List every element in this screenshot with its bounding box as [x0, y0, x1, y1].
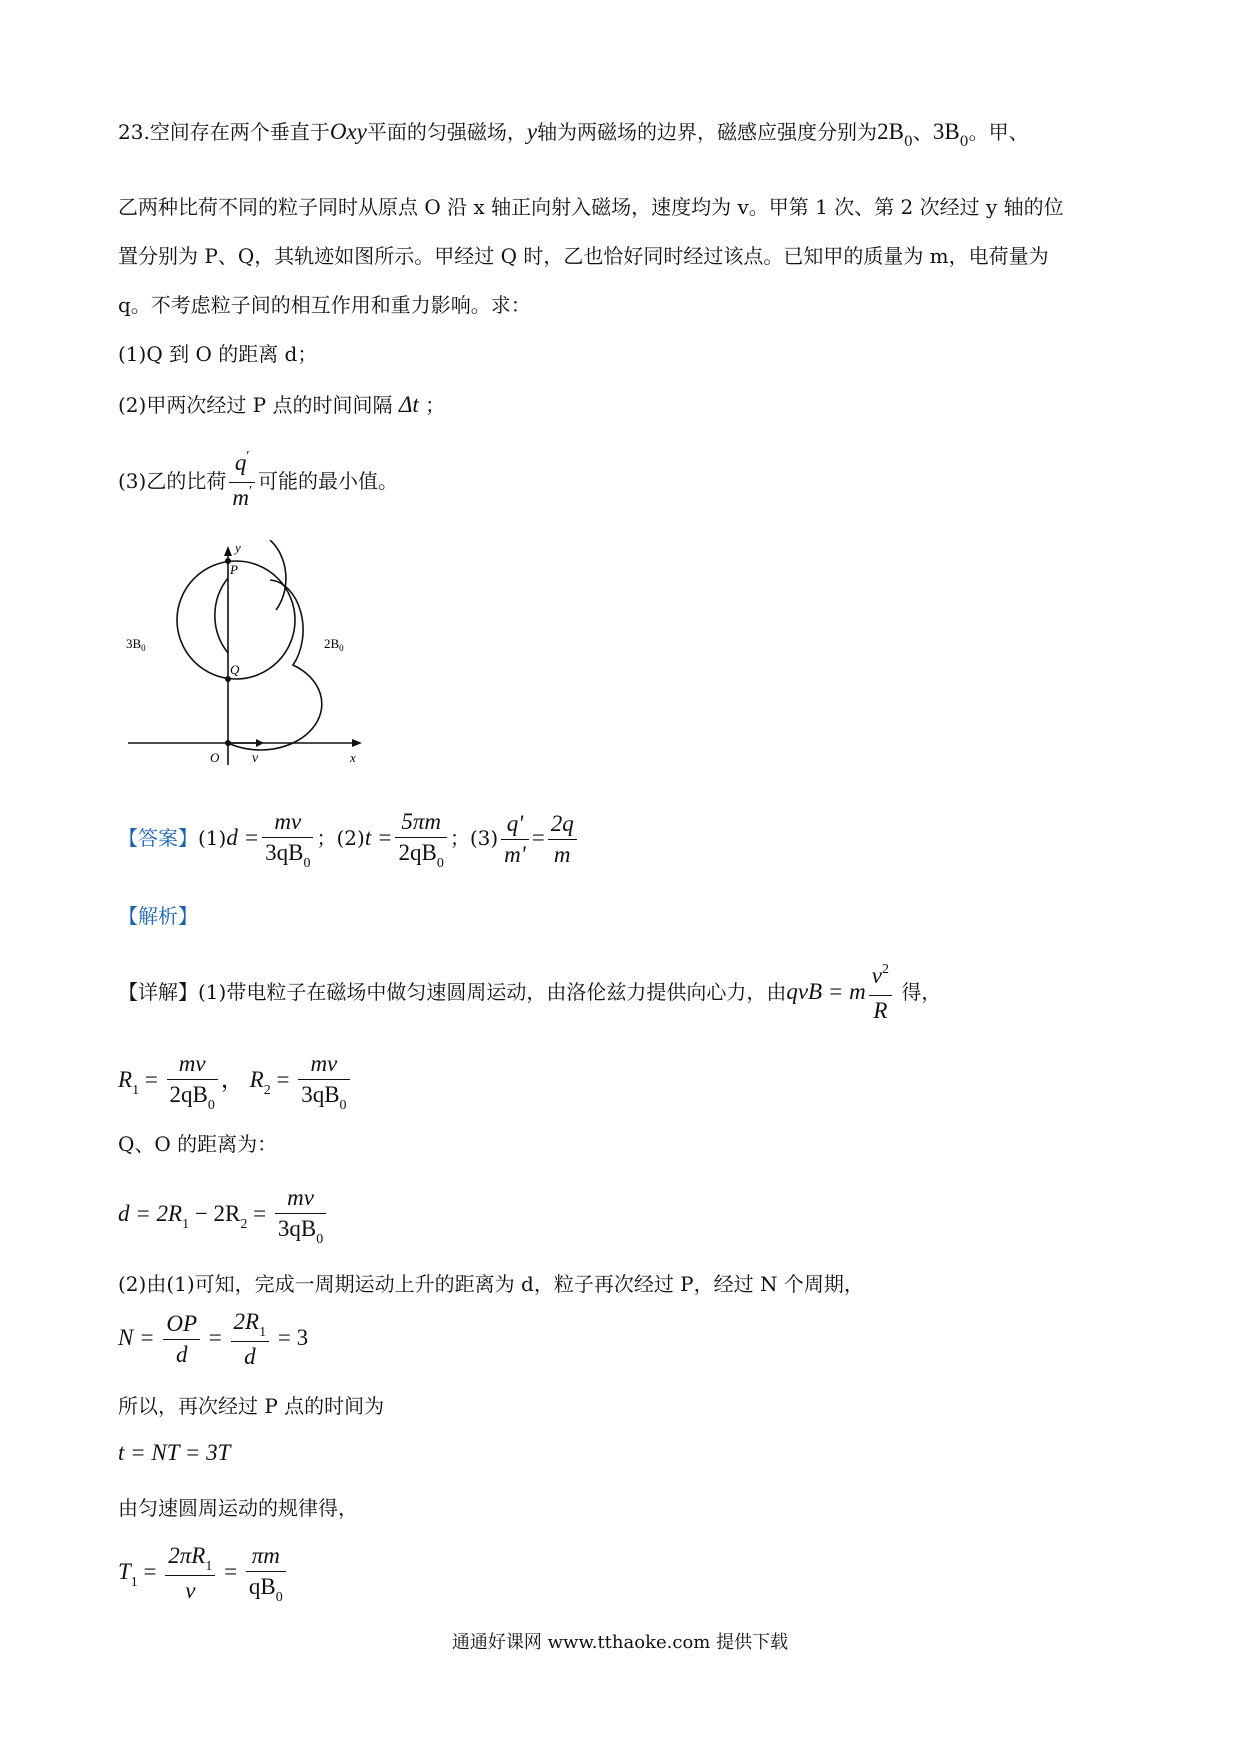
- problem-line-1: 23.空间存在两个垂直于Oxy平面的匀强磁场，y轴为两磁场的边界，磁感应强度分别为$2B_0$、$3B_0$。甲、: [118, 119, 1029, 150]
- specific-charge-fraction: $\frac{q'}{m'}$: [229, 448, 255, 517]
- label-right-field: $2B_0$: [324, 636, 344, 653]
- law-text: 由匀速圆周运动的规律得，: [118, 1496, 358, 1520]
- question-3: (3)乙的比荷 $\frac{q'}{m'}$ 可能的最小值。: [118, 448, 398, 517]
- period-count-equation: N = $\frac{OP}{d}$ = $\frac{2R_1}{d}$ = 3: [118, 1309, 309, 1370]
- so-text: 所以，再次经过 P 点的时间为: [118, 1394, 385, 1418]
- label-y: y: [235, 540, 241, 555]
- answer-line: 【答案】(1)d = $\frac{mv}{3qB_0}$ ；(2)t = $\frac{5\pi m}{2qB_0}$ ；(3) $\frac{q'}{m'}$ = $\frac{2q}{m}$: [118, 806, 580, 872]
- trajectory-right-arc-upper: [270, 540, 286, 610]
- x-axis-arrow: [352, 739, 362, 747]
- question-1: (1)Q 到 O 的距离 d；: [118, 342, 318, 366]
- y-axis-arrow: [224, 546, 232, 556]
- footer-text: 通通好课网 www.tthaoke.com 提供下载: [451, 1632, 789, 1653]
- label-left-field: $3B_0$: [126, 636, 146, 653]
- label-v: v: [252, 751, 259, 766]
- problem-line-3: 置分别为 P、Q，其轨迹如图所示。甲经过 Q 时，乙也恰好同时经过该点。已知甲的质量为 m，电荷量为: [118, 244, 1049, 268]
- label-Q: Q: [230, 662, 240, 677]
- analysis-tag: 【解析】: [118, 904, 198, 928]
- label-P: P: [230, 562, 238, 577]
- question-2: (2)甲两次经过 P 点的时间间隔 Δt ；: [118, 392, 446, 417]
- period-equation: $T_1$ = $\frac{2\pi R_1}{v}$ = $\frac{\pi m}{qB_0}$: [118, 1540, 289, 1608]
- problem-line-4: q。不考虑粒子间的相互作用和重力影响。求：: [118, 293, 531, 317]
- qo-distance-text: Q、O 的距离为：: [118, 1132, 278, 1156]
- label-O: O: [210, 750, 220, 765]
- distance-equation: $d = 2R_1 - 2R_2$ = $\frac{mv}{3qB_0}$: [118, 1182, 329, 1250]
- trajectory-figure: [118, 540, 378, 770]
- part2-text: (2)由(1)可知，完成一周期运动上升的距离为 d，粒子再次经过 P，经过 N 个周期，: [118, 1272, 864, 1296]
- problem-number: 23.: [118, 120, 150, 144]
- answer-tag: 【答案】: [118, 826, 198, 850]
- trajectory-left-arc: [215, 578, 228, 653]
- time-equation: t = NT = 3T: [118, 1440, 231, 1465]
- detail-line: 【详解】(1)带电粒子在磁场中做匀速圆周运动，由洛伦兹力提供向心力，由qvB = m $\frac{v^2}{R}$ 得，: [118, 962, 942, 1023]
- problem-line-2: 乙两种比荷不同的粒子同时从原点 O 沿 x 轴正向射入磁场，速度均为 v。甲第 1 次、第 2 次经过 y 轴的位: [118, 195, 1064, 219]
- label-x: x: [350, 750, 356, 765]
- radius-equations: $R_1$ = $\frac{mv}{2qB_0}$ ， $R_2$ = $\frac{mv}{3qB_0}$: [118, 1048, 353, 1116]
